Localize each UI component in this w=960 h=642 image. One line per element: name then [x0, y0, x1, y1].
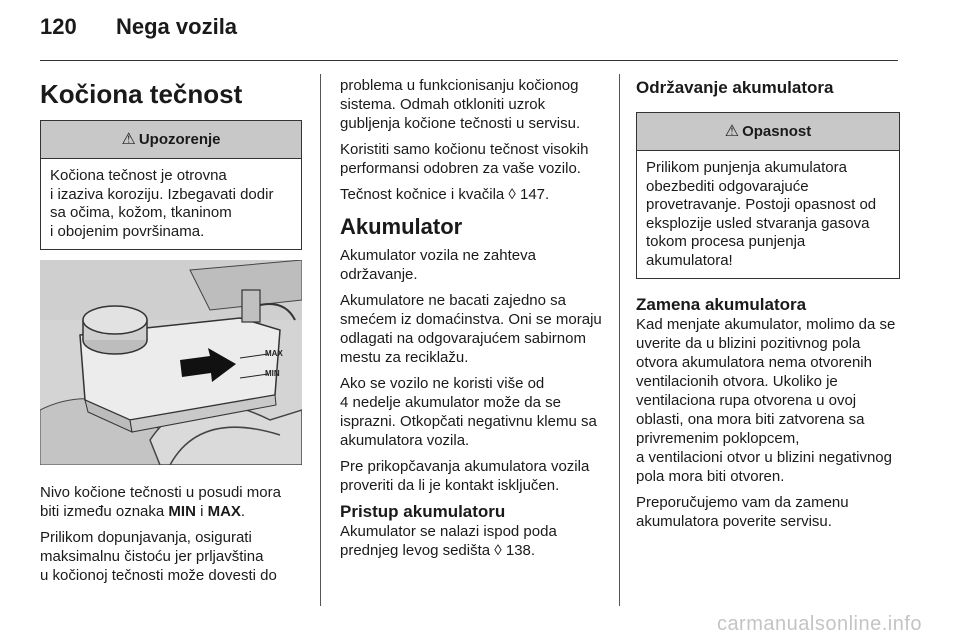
danger-box-header [637, 113, 899, 151]
warning-box-header [41, 121, 301, 159]
replacement-paragraph-1: Kad menjate akumulator, molimo da se uverite da u blizini pozitivnog pola otvora akumulatora nema otvorenih ventilacionih otvora. Ukoliko je ventilaciona rupa otvorena u ovoj oblasti, ona mora biti zatvorena sa privremenim poklopcem, a ventilacioni otvor u blizini negativnog pola mora biti otvoren. [636, 316, 896, 485]
min-keyword: MIN [168, 503, 196, 520]
column-divider-1 [320, 74, 321, 606]
watermark: carmanualsonline.info [716, 613, 922, 635]
battery-paragraph-4: Pre prikopčavanja akumulatora vozila proveriti da li je kontakt isključen. [340, 458, 590, 494]
battery-paragraph-1: Akumulator vozila ne zahteva održavanje. [340, 247, 536, 283]
danger-box-text: Prilikom punjenja akumulatora obezbediti odgovarajuće provetravanje. Postoji opasnost od eksplozije usled stvaranja gasova tokom procesa punjenja akumulatora! [646, 159, 877, 269]
level-text-end: . [240, 503, 246, 520]
min-mark-label: MIN [265, 369, 280, 378]
danger-box-title: Opasnost [742, 123, 812, 140]
topping-up-paragraph: Prilikom dopunjavanja, osigurati maksimalnu čistoću jer prljavština u kočionoj tečnosti može dovesti do [40, 529, 277, 584]
reference-paragraph [340, 185, 605, 204]
section-heading-battery-maintenance: Održavanje akumulatora [636, 78, 834, 97]
page-number: 120 [40, 14, 77, 39]
warning-box-text: Kočiona tečnost je otrovna i izaziva koroziju. Izbegavati dodir sa očima, kožom, tkaninom i obojenim površinama. [50, 167, 274, 240]
header-rule [40, 60, 898, 61]
warning-triangle-icon: ⚠ [121, 131, 136, 148]
level-paragraph [40, 483, 302, 521]
level-text: Nivo kočione tečnosti u posudi mora biti između oznaka [40, 484, 281, 520]
continued-paragraph: problema u funkcionisanju kočionog sistema. Odmah otkloniti uzrok gubljenja kočione tečnosti u servisu. [340, 77, 581, 132]
column-3 [636, 76, 900, 538]
page-header [40, 14, 237, 40]
column-1 [40, 72, 302, 592]
max-mark-label: MAX [265, 349, 283, 358]
access-page: 138. [501, 542, 536, 559]
section-heading-brake-fluid: Kočiona tečnost [40, 79, 243, 109]
brake-fluid-reservoir-illustration [40, 260, 302, 465]
max-keyword: MAX [207, 503, 241, 520]
access-text: Akumulator se nalazi ispod poda prednjeg levog sedišta [340, 523, 557, 559]
column-2 [340, 76, 605, 567]
section-heading-battery: Akumulator [340, 214, 463, 239]
subheading-battery-replacement: Zamena akumulatora [636, 295, 807, 314]
column-divider-2 [619, 74, 620, 606]
page-reference-icon: ◊ [494, 542, 502, 559]
subheading-battery-access: Pristup akumulatoru [340, 502, 506, 521]
battery-paragraph-2: Akumulatore ne bacati zajedno sa smećem iz domaćinstva. Oni se moraju odlagati na odgovarajućem sabirnom mestu za reciklažu. [340, 292, 602, 366]
warning-triangle-icon: ⚠ [724, 123, 740, 140]
danger-box [636, 112, 900, 279]
page-reference-icon: ◊ [508, 186, 516, 203]
level-text-mid: i [195, 503, 208, 520]
battery-paragraph-3: Ako se vozilo ne koristi više od 4 nedelje akumulator može da se isprazni. Otkopčati negativnu klemu sa akumulatora vozila. [340, 375, 597, 449]
page-title: Nega vozila [116, 14, 238, 39]
reference-page: 147. [515, 186, 550, 203]
warning-box-title: Upozorenje [138, 131, 221, 148]
replacement-paragraph-2: Preporučujemo vam da zamenu akumulatora poverite servisu. [636, 494, 849, 530]
battery-access-paragraph [340, 522, 605, 560]
warning-box [40, 120, 302, 250]
recommend-paragraph: Koristiti samo kočionu tečnost visokih performansi odobren za vaše vozilo. [340, 141, 589, 177]
reference-text: Tečnost kočnice i kvačila [340, 186, 509, 203]
